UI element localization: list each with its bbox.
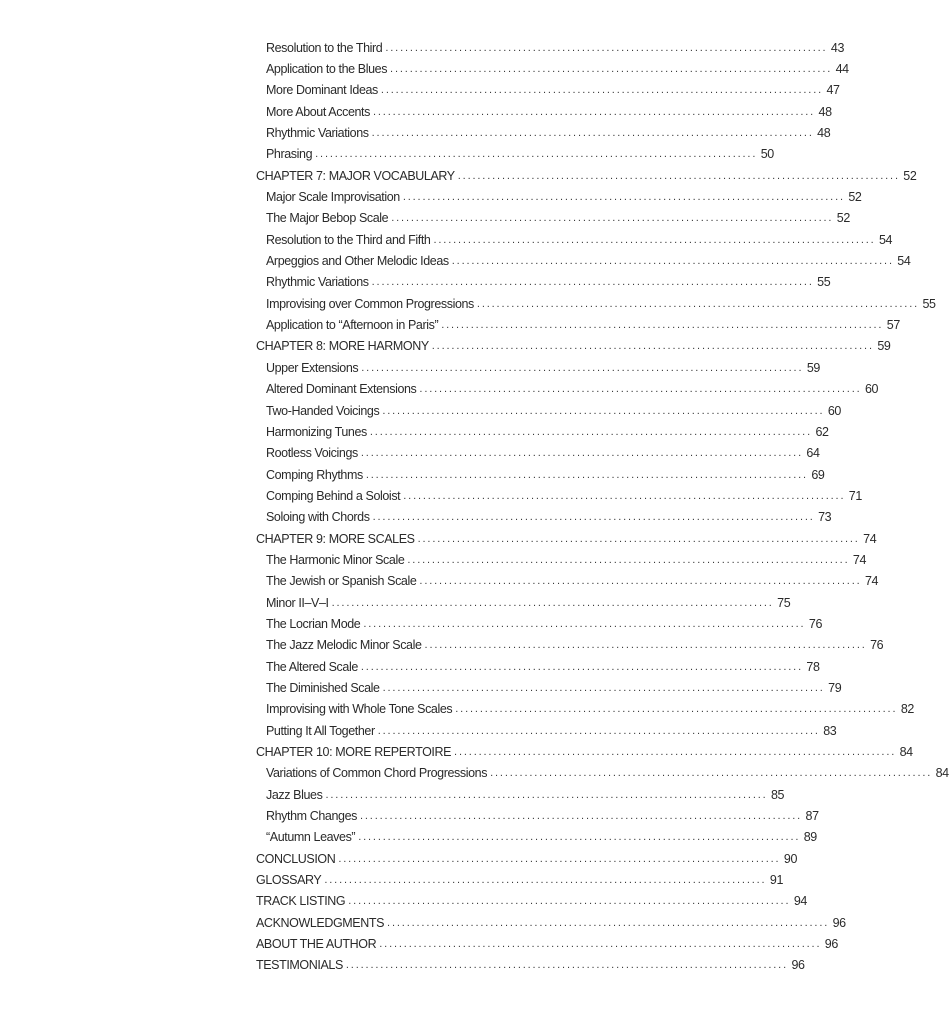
toc-entry-page-number: 60 — [864, 382, 879, 397]
dot-leader — [324, 874, 764, 886]
toc-section-entry — [256, 485, 862, 506]
toc-entry-page-number: 47 — [826, 83, 840, 98]
toc-entry-page-number: 59 — [806, 360, 820, 375]
toc-entry-page-number: 64 — [806, 446, 820, 461]
dot-leader — [419, 383, 859, 395]
toc-section-entry — [256, 229, 893, 250]
dot-leader — [477, 298, 917, 310]
toc-entry-title: Comping Behind a Soloist — [266, 488, 401, 503]
toc-section-entry — [256, 592, 791, 613]
toc-entry-title: Rhythm Changes — [266, 809, 357, 824]
toc-entry-page-number: 44 — [835, 62, 849, 77]
toc-entry-title: The Jazz Melodic Minor Scale — [266, 638, 422, 653]
toc-entry-title: Rootless Voicings — [266, 446, 358, 461]
dot-leader — [332, 597, 772, 609]
toc-entry-page-number: 54 — [879, 232, 893, 247]
toc-entry-page-number: 71 — [848, 488, 862, 503]
toc-section-entry — [256, 421, 829, 442]
toc-chapter-entry — [256, 336, 891, 357]
toc-entry-title: Comping Rhythms — [266, 467, 363, 482]
toc-entry-page-number: 75 — [777, 595, 791, 610]
toc-entry-title: Two-Handed Voicings — [266, 403, 380, 418]
toc-section-entry — [256, 464, 825, 485]
toc-entry-page-number: 73 — [818, 510, 832, 525]
toc-entry-page-number: 94 — [793, 894, 807, 909]
dot-leader — [385, 42, 825, 54]
dot-leader — [381, 84, 821, 96]
toc-entry-title: Rhythmic Variations — [266, 275, 369, 290]
toc-chapter-entry — [256, 528, 877, 549]
toc-entry-title: Variations of Common Chord Progressions — [266, 766, 488, 781]
toc-entry-page-number: 87 — [805, 809, 819, 824]
toc-entry-page-number: 59 — [877, 339, 891, 354]
dot-leader — [348, 895, 788, 907]
dot-leader — [325, 789, 765, 801]
dot-leader — [455, 703, 895, 715]
toc-entry-title: Phrasing — [266, 147, 313, 162]
toc-chapter-entry — [256, 933, 838, 954]
dot-leader — [372, 276, 812, 288]
toc-section-entry — [256, 400, 841, 421]
dot-leader — [441, 319, 881, 331]
toc-entry-page-number: 83 — [823, 723, 837, 738]
toc-entry-title: CHAPTER 9: MORE SCALES — [256, 531, 415, 546]
toc-entry-title: Improvising over Common Progressions — [266, 296, 474, 311]
toc-section-entry — [256, 314, 900, 335]
toc-entry-page-number: 54 — [897, 254, 911, 269]
toc-entry-title: CHAPTER 8: MORE HARMONY — [256, 339, 429, 354]
toc-entry-page-number: 85 — [771, 787, 785, 802]
toc-section-entry — [256, 58, 849, 79]
toc-entry-title: Major Scale Improvisation — [266, 190, 400, 205]
toc-entry-page-number: 79 — [828, 680, 842, 695]
dot-leader — [418, 533, 858, 545]
toc-section-entry — [256, 144, 774, 165]
dot-leader — [452, 255, 892, 267]
toc-section-entry — [256, 571, 879, 592]
toc-entry-page-number: 48 — [818, 104, 832, 119]
toc-section-entry — [256, 379, 879, 400]
toc-entry-title: ACKNOWLEDGMENTS — [256, 915, 385, 930]
toc-entry-title: The Diminished Scale — [266, 680, 380, 695]
dot-leader — [433, 234, 873, 246]
toc-entry-page-number: 43 — [830, 40, 844, 55]
toc-entry-title: TRACK LISTING — [256, 894, 346, 909]
toc-entry-title: Application to the Blues — [266, 62, 388, 77]
toc-entry-page-number: 76 — [808, 616, 823, 631]
dot-leader — [383, 682, 823, 694]
toc-entry-page-number: 74 — [863, 531, 877, 546]
dot-leader — [360, 810, 800, 822]
toc-entry-title: GLOSSARY — [256, 873, 322, 888]
toc-entry-page-number: 48 — [817, 126, 831, 141]
toc-entry-page-number: 84 — [899, 745, 913, 760]
dot-leader — [370, 426, 810, 438]
dot-leader — [361, 447, 801, 459]
toc-section-entry — [256, 122, 831, 143]
dot-leader — [403, 490, 843, 502]
toc-entry-title: Rhythmic Variations — [266, 126, 369, 141]
toc-entry-title: ABOUT THE AUTHOR — [256, 937, 377, 952]
toc-section-entry — [256, 613, 823, 634]
toc-chapter-entry — [256, 741, 913, 762]
toc-entry-title: CONCLUSION — [256, 851, 336, 866]
dot-leader — [315, 148, 755, 160]
toc-chapter-entry — [256, 165, 917, 186]
dot-leader — [378, 725, 818, 737]
toc-section-entry — [256, 443, 820, 464]
toc-section-entry — [256, 101, 832, 122]
toc-entry-title: Harmonizing Tunes — [266, 424, 367, 439]
toc-chapter-entry — [256, 891, 807, 912]
toc-chapter-entry — [256, 912, 846, 933]
toc-entry-title: CHAPTER 7: MAJOR VOCABULARY — [256, 168, 455, 183]
toc-entry-page-number: 82 — [900, 702, 914, 717]
toc-section-entry — [256, 272, 831, 293]
toc-entry-page-number: 50 — [760, 147, 774, 162]
dot-leader — [403, 191, 843, 203]
dot-leader — [346, 959, 786, 971]
toc-entry-page-number: 91 — [769, 873, 784, 888]
toc-section-entry — [256, 549, 867, 570]
toc-entry-title: Upper Extensions — [266, 360, 359, 375]
dot-leader — [454, 746, 894, 758]
toc-entry-title: Arpeggios and Other Melodic Ideas — [266, 254, 449, 269]
dot-leader — [407, 554, 847, 566]
dot-leader — [373, 511, 813, 523]
toc-chapter-entry — [256, 955, 805, 976]
toc-entry-page-number: 52 — [848, 190, 862, 205]
toc-section-entry — [256, 827, 817, 848]
dot-leader — [490, 767, 930, 779]
toc-entry-title: Minor II–V–I — [266, 595, 329, 610]
toc-entry-title: More Dominant Ideas — [266, 83, 378, 98]
toc-entry-page-number: 55 — [817, 275, 831, 290]
toc-section-entry — [256, 677, 842, 698]
toc-section-entry — [256, 37, 844, 58]
toc-section-entry — [256, 656, 820, 677]
toc-section-entry — [256, 805, 819, 826]
toc-entry-page-number: 74 — [864, 574, 879, 589]
dot-leader — [363, 618, 803, 630]
toc-entry-page-number: 74 — [852, 552, 867, 567]
toc-entry-page-number: 78 — [806, 659, 820, 674]
toc-section-entry — [256, 763, 949, 784]
dot-leader — [458, 170, 898, 182]
dot-leader — [358, 831, 798, 843]
dot-leader — [382, 405, 822, 417]
toc-chapter-entry — [256, 848, 797, 869]
toc-chapter-entry — [256, 869, 784, 890]
toc-entry-title: More About Accents — [266, 104, 370, 119]
dot-leader — [361, 661, 801, 673]
toc-section-entry — [256, 507, 832, 528]
dot-leader — [338, 853, 778, 865]
dot-leader — [366, 469, 806, 481]
toc-entry-title: Putting It All Together — [266, 723, 375, 738]
toc-entry-page-number: 89 — [803, 830, 817, 845]
toc-entry-page-number: 52 — [903, 168, 917, 183]
dot-leader — [372, 127, 812, 139]
dot-leader — [419, 575, 859, 587]
toc-section-entry — [256, 186, 862, 207]
toc-entry-page-number: 60 — [827, 403, 841, 418]
toc-section-entry — [256, 293, 936, 314]
toc-entry-title: The Major Bebop Scale — [266, 211, 389, 226]
toc-entry-title: Application to “Afternoon in Paris” — [266, 318, 439, 333]
toc-entry-page-number: 96 — [791, 958, 805, 973]
toc-section-entry — [256, 699, 914, 720]
toc-entry-title: Jazz Blues — [266, 787, 323, 802]
toc-section-entry — [256, 635, 884, 656]
toc-entry-title: The Harmonic Minor Scale — [266, 552, 405, 567]
toc-entry-page-number: 84 — [935, 766, 949, 781]
toc-entry-page-number: 96 — [832, 915, 846, 930]
toc-entry-title: The Jewish or Spanish Scale — [266, 574, 417, 589]
toc-entry-page-number: 52 — [836, 211, 850, 226]
toc-section-entry — [256, 80, 840, 101]
toc-entry-title: The Altered Scale — [266, 659, 358, 674]
toc-entry-title: TESTIMONIALS — [256, 958, 343, 973]
dot-leader — [391, 212, 831, 224]
toc-section-entry — [256, 250, 911, 271]
toc-entry-page-number: 90 — [783, 851, 797, 866]
toc-section-entry — [256, 357, 820, 378]
toc-entry-title: Resolution to the Third and Fifth — [266, 232, 431, 247]
dot-leader — [373, 106, 813, 118]
toc-entry-title: CHAPTER 10: MORE REPERTOIRE — [256, 745, 452, 760]
toc-entry-page-number: 55 — [922, 296, 936, 311]
toc-entry-title: “Autumn Leaves” — [266, 830, 356, 845]
toc-section-entry — [256, 784, 785, 805]
toc-entry-page-number: 96 — [824, 937, 838, 952]
table-of-contents — [256, 37, 949, 976]
dot-leader — [432, 340, 872, 352]
toc-entry-page-number: 69 — [811, 467, 825, 482]
dot-leader — [387, 917, 827, 929]
toc-entry-page-number: 62 — [815, 424, 829, 439]
toc-entry-title: Altered Dominant Extensions — [266, 382, 417, 397]
toc-entry-title: The Locrian Mode — [266, 616, 361, 631]
dot-leader — [390, 63, 830, 75]
dot-leader — [361, 362, 801, 374]
toc-section-entry — [256, 208, 850, 229]
toc-entry-title: Improvising with Whole Tone Scales — [266, 702, 453, 717]
toc-section-entry — [256, 720, 837, 741]
toc-entry-title: Resolution to the Third — [266, 40, 383, 55]
toc-entry-page-number: 76 — [870, 638, 884, 653]
toc-entry-title: Soloing with Chords — [266, 510, 370, 525]
dot-leader — [425, 639, 865, 651]
toc-entry-page-number: 57 — [886, 318, 900, 333]
dot-leader — [379, 938, 819, 950]
